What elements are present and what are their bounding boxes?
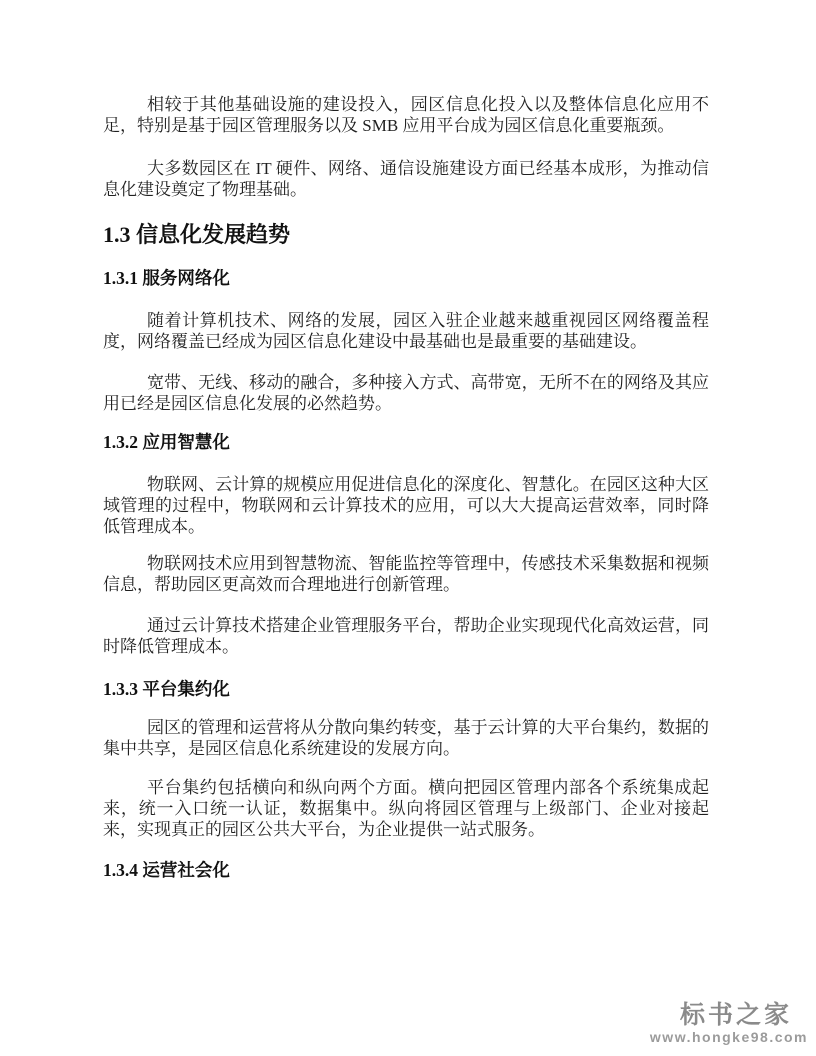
paragraph-centralized-sharing: 园区的管理和运营将从分散向集约转变，基于云计算的大平台集约，数据的集中共享，是园区信息化系统建设的发展方向。 xyxy=(103,718,709,758)
paragraph-iot-logistics: 物联网技术应用到智慧物流、智能监控等管理中，传感技术采集数据和视频信息，帮助园区更高效而合理地进行创新管理。 xyxy=(103,554,709,594)
heading-1-3-development-trends: 1.3 信息化发展趋势 xyxy=(103,222,291,247)
paragraph-horizontal-vertical: 平台集约包括横向和纵向两个方面。横向把园区管理内部各个系统集成起来，统一入口统一认证，数据集中。纵向将园区管理与上级部门、企业对接起来，实现真正的园区公共大平台，为企业提供一站式服务。 xyxy=(103,778,709,839)
watermark-logo-text: 标书之家 xyxy=(679,1001,792,1029)
heading-1-3-3-platform-consolidation: 1.3.3 平台集约化 xyxy=(103,679,230,699)
paragraph-physical-foundation: 大多数园区在 IT 硬件、网络、通信设施建设方面已经基本成形，为推动信息化建设奠定了物理基础。 xyxy=(103,159,709,199)
paragraph-cloud-platform: 通过云计算技术搭建企业管理服务平台，帮助企业实现现代化高效运营，同时降低管理成本。 xyxy=(103,616,709,656)
watermark-url: www.hongke98.com xyxy=(649,1029,808,1045)
heading-1-3-2-smart-applications: 1.3.2 应用智慧化 xyxy=(103,432,230,452)
paragraph-broadband-wireless: 宽带、无线、移动的融合，多种接入方式、高带宽，无所不在的网络及其应用已经是园区信息化发展的必然趋势。 xyxy=(103,373,709,413)
paragraph-informatization-bottleneck: 相较于其他基础设施的建设投入，园区信息化投入以及整体信息化应用不足，特别是基于园区管理服务以及 SMB 应用平台成为园区信息化重要瓶颈。 xyxy=(103,95,709,135)
heading-1-3-1-service-networking: 1.3.1 服务网络化 xyxy=(103,268,230,288)
paragraph-iot-cloud: 物联网、云计算的规模应用促进信息化的深度化、智慧化。在园区这种大区域管理的过程中，物联网和云计算技术的应用，可以大大提高运营效率，同时降低管理成本。 xyxy=(103,475,709,536)
watermark xyxy=(650,1001,808,1045)
document-body xyxy=(103,0,709,882)
heading-1-3-4-socialized-operation: 1.3.4 运营社会化 xyxy=(103,860,230,880)
paragraph-network-coverage: 随着计算机技术、网络的发展，园区入驻企业越来越重视园区网络覆盖程度，网络覆盖已经成为园区信息化建设中最基础也是最重要的基础建设。 xyxy=(103,311,709,351)
